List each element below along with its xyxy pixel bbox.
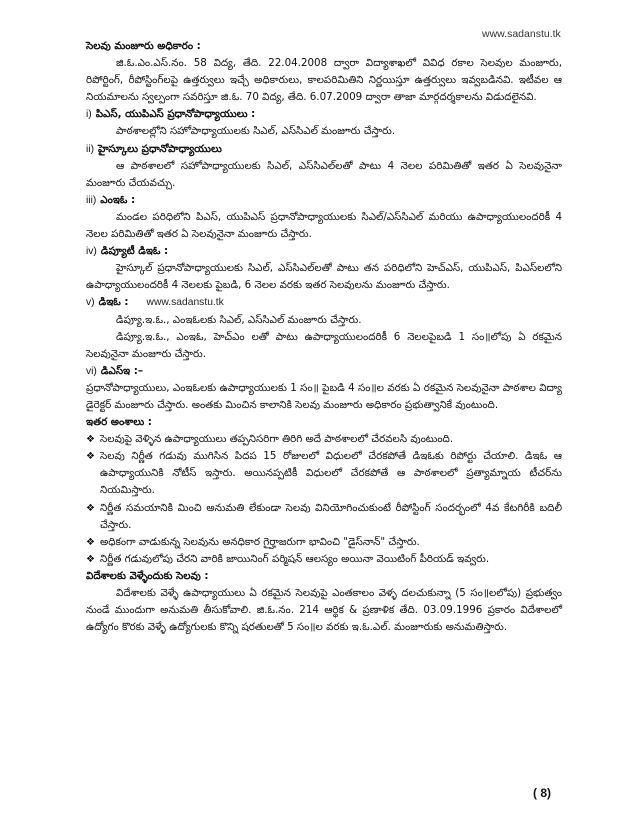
section-title: డిప్యూటీ డిఇఓ :: [100, 245, 169, 258]
section-number: ii): [86, 143, 95, 155]
section-body-3: మండల పరిధిలోని పిఎస్, యుపిఎస్ ప్రధానోపాధ్యాయులకు సిఎల్/ఎస్‌సిఎల్ మరియు ఉపాధ్యాయులందరికీ 4 నెలల పరిమితితో ఇతర ఏ సెలవునైనా మంజూరు చేస్తారు.: [86, 210, 562, 241]
section-title: ఎంఇఓ :: [100, 193, 136, 206]
abroad-leave-body: విదేశాలకు వెళ్ళే ఉపాధ్యాయులు ఏ రకమైన సెలవుపై ఎంతకాలం వెళ్ళ దలచుకున్నా (5 సం॥లలోపు) ప్రభుత్వం నుండే ముందుగా అనుమతి తీసుకోవాలి. జి.ఓ.నం. 214 ఆర్థిక & ప్రణాళిక తేది. 03.09.1996 ప్రకారం విదేశాలలో ఉద్యోగం కొరకు వెళ్ళే ఉద్యోగులకు కొన్ని షరతులతో 5 సం॥ల వరకు ఇ.ఓ.ఎల్. మంజూరుకు అనుమతిస్తారు.: [86, 587, 562, 634]
list-item-text: అధికంగా వాడుకున్న సెలవును అనధికార గైర్హాజరుగా భావించి "డైస్‌నాన్" చేస్తారు.: [100, 535, 420, 548]
section-body-5b: డిప్యూ.ఇ.ఓ., ఎంఇఓ, హెచ్ఎం లతో పాటు ఉపాధ్యాయులందరికీ 6 నెలలపైబడి 1 సం॥లోపు ఏ రకమైన సెలవునైనా మంజూరు చేస్తారు.: [86, 330, 562, 360]
list-item: [86, 500, 562, 534]
watermark-url: www.sadanstu.tk: [482, 28, 561, 40]
list-item-text: సెలవు నిర్ణీత గడువు ముగిసిన పిదప 15 రోజులలో విధులలో చేరకపోతే డిఇఓకు రిపోర్టు చేయాలి. డిఇఓ ఆ ఉపాధ్యాయునికి నోటీస్ ఇస్తారు. అయినప్పటికీ విధులలో చేరకపోతే ఆ పాఠశాలలో ప్రత్యామ్నాయ టీచర్‌ను నియమిస్తారు.: [100, 450, 562, 497]
list-item: [86, 551, 562, 568]
diamond-bullet-icon: ❖: [86, 553, 95, 565]
page-number: ( 8): [533, 786, 551, 800]
section-heading-5: [86, 294, 562, 311]
section-body-4: హైస్కూల్ ప్రధానోపాధ్యాయులకు సిఎల్, ఎస్‌సిఎల్‌లతో పాటు తన పరిధిలోని హెచ్ఎస్, యుపిఎస్, పిఎస్‌లలోని ఉపాధ్యాయులందరికీ 4 నెలలకు పైబడి, 6 నెలల వరకు ఇతర సెలవులను మంజూరు చేస్తారు.: [86, 262, 562, 292]
list-item: [86, 534, 562, 551]
section-heading-3: [86, 192, 562, 209]
section-heading-2: [86, 141, 562, 158]
document-body: [86, 38, 562, 636]
section-heading-6: [86, 363, 562, 380]
list-item-text: సెలవుపై వెళ్ళిన ఉపాధ్యాయులు తప్పనిసరిగా తిరిగి అదే పాఠశాలలో చేరవలసి వుంటుంది.: [100, 433, 454, 446]
list-item-text: నిర్ణీత సమయానికి మించి అనుమతి లేకుండా సెలవు వినియోగించుకుంటే రీపోస్టింగ్ సందర్భంలో 4వ కేటగిరీకి బదిలీ చేస్తారు.: [100, 501, 562, 531]
section-title: డిఇఓ :: [98, 296, 129, 309]
section-body-6: ప్రధానోపాధ్యాయులు, ఎంఇఓలకు ఉపాధ్యాయులకు 1 సం॥ పైబడి 4 సం॥ల వరకు ఏ రకమైన సెలవునైనా పాఠశాల విద్యా డైరెక్టర్ మంజూరు చేస్తారు. అంతకు మించిన కాలానికి సెలవు మంజూరు అధికారం ప్రభుత్వానికే వుంటుంది.: [86, 381, 562, 411]
list-item: [86, 448, 562, 499]
section-number: iii): [86, 194, 97, 206]
section-number: vi): [86, 365, 97, 377]
other-points-heading: ఇతర అంశాలు :: [86, 416, 152, 429]
list-item-text: నిర్ణీత గడువులోపు చేరని వారికి జాయినింగ్ పర్మిషన్ ఆలస్యం అయినా వెయిటింగ్ పీరియడ్ ఇవ్వరు.: [100, 552, 490, 565]
section-body-1: పాఠశాలల్లోని సహోపాధ్యాయులకు సిఎల్, ఎస్‌సిఎల్ మంజూరు చేస్తారు.: [116, 125, 396, 138]
abroad-leave-heading: విదేశాలకు వెళ్ళేందుకు సెలవు :: [86, 569, 209, 582]
section-number: iv): [86, 246, 97, 258]
watermark-inline-url: www.sadanstu.tk: [146, 297, 224, 309]
diamond-bullet-icon: ❖: [86, 502, 95, 514]
list-item: [86, 431, 562, 448]
diamond-bullet-icon: ❖: [86, 536, 95, 548]
diamond-bullet-icon: ❖: [86, 434, 95, 446]
section-body-2: ఆ పాఠశాలలో సహోపాధ్యాయులకు సిఎల్, ఎస్‌సిఎల్‌లతో పాటు 4 నెలల పరిమితితో ఇతర ఏ సెలవునైనా మంజూరు చేయవచ్చు.: [86, 159, 562, 189]
section-title: డిఎస్ఇ :–: [100, 364, 143, 377]
diamond-bullet-icon: ❖: [86, 451, 95, 463]
page-title: సెలవు మంజూరు అధికారం :: [86, 40, 201, 52]
section-body-5a: డిప్యూ.ఇ.ఓ., ఎంఇఓలకు సిఎల్, ఎస్‌సిఎల్ మంజూరు చేస్తారు.: [116, 313, 362, 326]
intro-paragraph: జి.ఓ.ఎం.ఎస్.నం. 58 విద్య, తేది. 22.04.2008 ద్వారా విద్యాశాఖలో వివిధ రకాల సెలవుల మంజూరు, రిపోర్టింగ్, రీపోస్టింగ్‌లపై ఉత్తర్వులు ఇచ్చే అధికారులు, కాలపరిమితిని నిర్ణయిస్తూ ఉత్తర్వులు ఇవ్వబడినవి. ఇటీవల ఆ నియమాలను స్వల్పంగా సవరిస్తూ జి.ఓ. 70 విద్య, తేది. 6.07.2009 ద్వారా తాజా మార్గదర్శకాలను విడుదలైనవి.: [86, 57, 562, 104]
section-title: హైస్కూలు ప్రధానోపాధ్యాయులు: [98, 142, 222, 155]
section-number: i): [86, 109, 92, 121]
section-heading-1: [86, 106, 562, 123]
section-title: పిఎస్, యుపిఎస్ ప్రధానోపాధ్యాయులు :: [95, 108, 256, 121]
section-number: v): [86, 297, 95, 309]
section-heading-4: [86, 243, 562, 260]
